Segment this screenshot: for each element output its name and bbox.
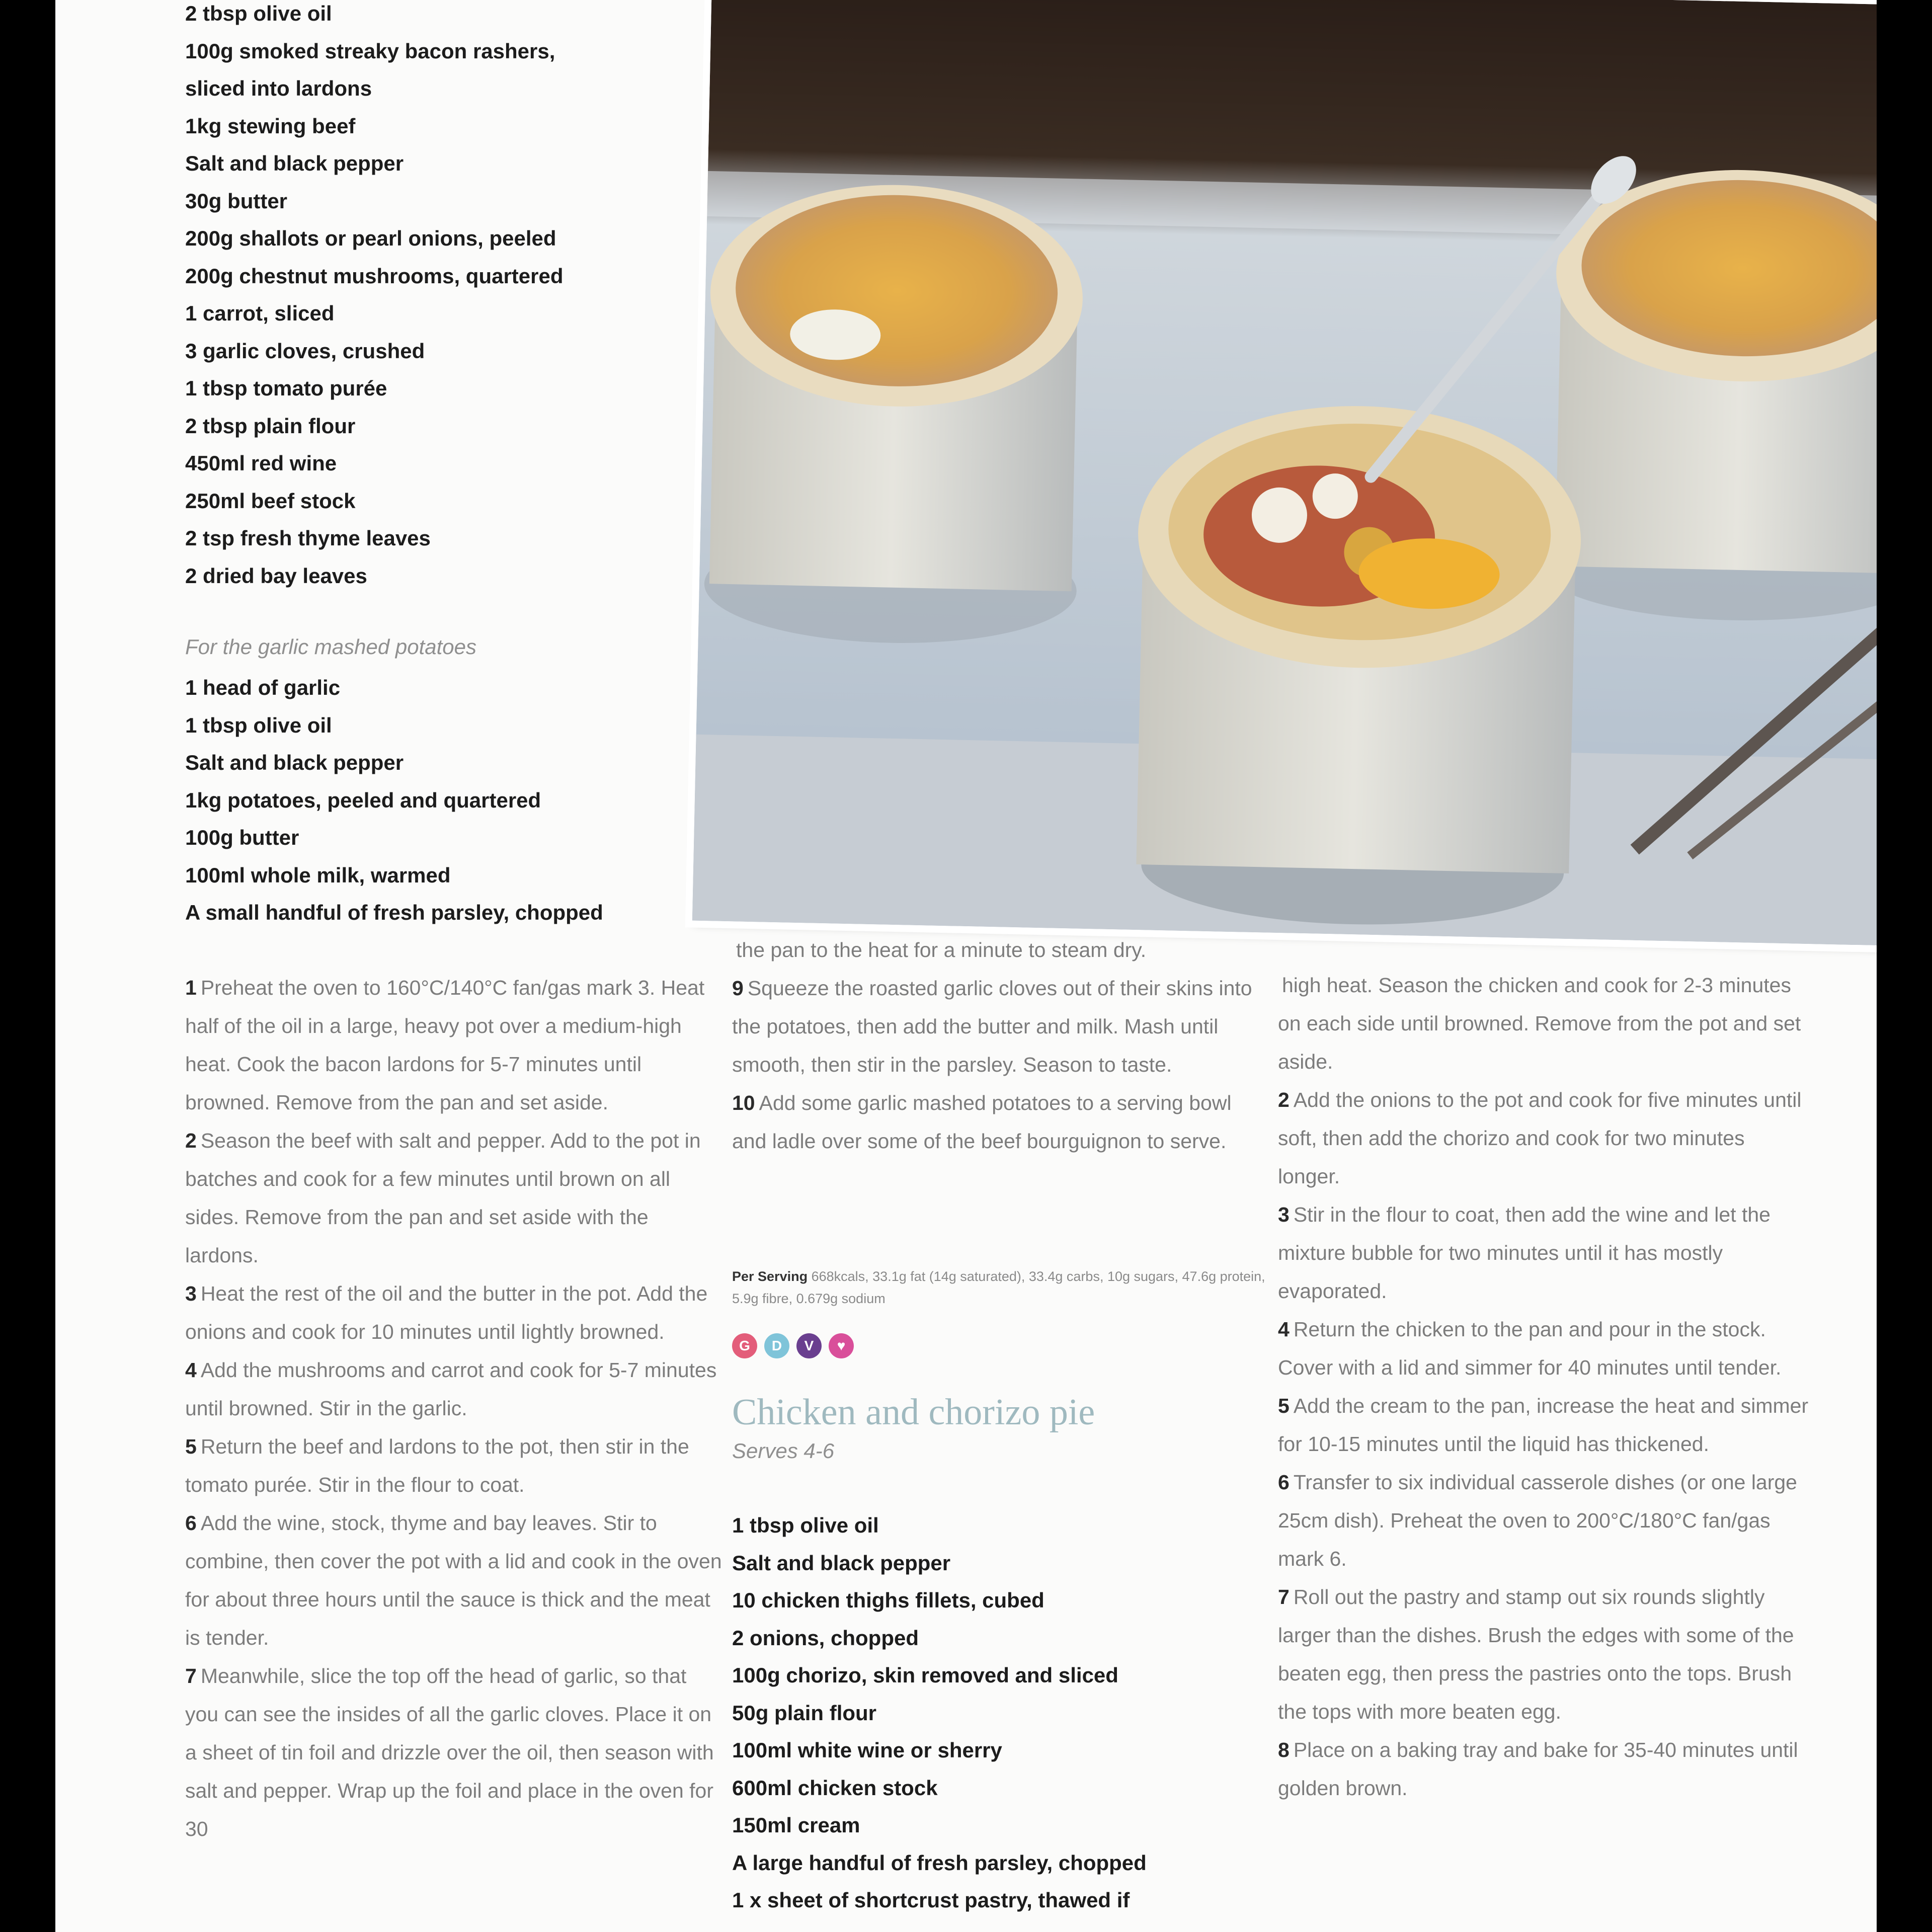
ingredient-item: 450ml red wine	[185, 451, 337, 475]
ingredient-item: 100ml whole milk, warmed	[185, 863, 451, 887]
ingredient-item: 30g butter	[185, 189, 288, 213]
method-step	[1278, 1463, 1811, 1578]
step-number: 2	[1278, 1088, 1290, 1111]
nutrition-info	[732, 1265, 1285, 1310]
step-number: 7	[185, 1664, 197, 1687]
nutrition-label: Per Serving	[732, 1269, 808, 1284]
step-text: Add the onions to the pot and cook for five minutes until soft, then add the chorizo and cook for two minutes longer.	[1278, 1088, 1802, 1188]
step-text: Heat the rest of the oil and the butter in the pot. Add the onions and cook for 10 minutes until lightly browned.	[185, 1282, 708, 1343]
ingredient-item: 50g plain flour	[732, 1701, 877, 1725]
ingredient-item: 1 tbsp olive oil	[185, 713, 332, 737]
beef-ingredients-list	[185, 0, 564, 595]
chicken-pie-ingredients-list	[732, 1507, 1147, 1919]
step-number: 4	[1278, 1318, 1290, 1341]
step-text: Add the mushrooms and carrot and cook for 5-7 minutes until browned. Stir in the garlic.	[185, 1358, 717, 1420]
step-text: Add the wine, stock, thyme and bay leaves. Stir to combine, then cover the pot with a lid and cook in the oven for about three hours until the sauce is thick and the meat is tender.	[185, 1511, 722, 1649]
method-step	[1278, 1081, 1811, 1195]
method-step	[185, 1351, 723, 1427]
ingredient-item: 3 garlic cloves, crushed	[185, 339, 425, 363]
ingredient-item: 2 onions, chopped	[732, 1626, 919, 1650]
ingredient-item: 200g shallots or pearl onions, peeled	[185, 226, 556, 250]
gluten-free-icon: G	[732, 1333, 757, 1358]
step-text: high heat. Season the chicken and cook for 2-3 minutes on each side until browned. Remove from the pot and set aside.	[1278, 974, 1801, 1073]
method-step	[1278, 1387, 1811, 1463]
method-step	[1278, 1731, 1811, 1807]
step-text: Return the beef and lardons to the pot, then stir in the tomato purée. Stir in the flour to coat.	[185, 1435, 689, 1496]
step-number: 3	[1278, 1203, 1290, 1226]
method-step	[185, 969, 723, 1121]
step-text: Add some garlic mashed potatoes to a serving bowl and ladle over some of the beef bourguignon to serve.	[732, 1091, 1232, 1153]
step-number: 1	[185, 976, 197, 999]
step-number: 4	[185, 1358, 197, 1382]
step-text: Stir in the flour to coat, then add the wine and let the mixture bubble for two minutes until it has mostly evaporated.	[1278, 1203, 1770, 1303]
ingredient-item: 150ml cream	[732, 1813, 860, 1837]
step-number: 5	[185, 1435, 197, 1458]
step-number: 7	[1278, 1585, 1290, 1608]
method-step	[185, 1427, 723, 1504]
magazine-page	[55, 0, 1877, 1932]
ingredient-item: 2 tsp fresh thyme leaves	[185, 526, 431, 550]
ingredient-item: 1kg potatoes, peeled and quartered	[185, 788, 541, 812]
step-text: Squeeze the roasted garlic cloves out of their skins into the potatoes, then add the butter and milk. Mash until smooth, then stir in the parsley. Season to taste.	[732, 977, 1252, 1076]
step-number: 9	[732, 977, 744, 1000]
step-number: 6	[1278, 1471, 1290, 1494]
method-step	[1278, 966, 1811, 1081]
step-number: 8	[1278, 1738, 1290, 1761]
ingredient-item: 100ml white wine or sherry	[732, 1738, 1002, 1762]
step-text: Place on a baking tray and bake for 35-40 minutes until golden brown.	[1278, 1738, 1798, 1800]
ingredient-item: Salt and black pepper	[185, 751, 404, 774]
ingredient-item: sliced into lardons	[185, 76, 372, 100]
vegetarian-icon: V	[796, 1333, 822, 1358]
method-step	[1278, 1195, 1811, 1310]
ingredient-item: Salt and black pepper	[732, 1551, 951, 1575]
ingredient-item: 200g chestnut mushrooms, quartered	[185, 264, 564, 288]
healthy-icon: ♥	[829, 1333, 854, 1358]
ingredient-item: 1 carrot, sliced	[185, 301, 335, 325]
ingredient-item: 600ml chicken stock	[732, 1776, 938, 1800]
ingredient-item: 100g smoked streaky bacon rashers,	[185, 39, 555, 63]
step-text: Add the cream to the pan, increase the heat and simmer for 10-15 minutes until the liquid has thickened.	[1278, 1394, 1809, 1456]
method-step	[732, 1084, 1260, 1160]
ingredient-item: 10 chicken thighs fillets, cubed	[732, 1588, 1044, 1612]
method-step	[1278, 1578, 1811, 1731]
ingredient-item: 2 dried bay leaves	[185, 564, 367, 588]
ingredient-item: 1 tbsp tomato purée	[185, 376, 387, 400]
method-step	[1278, 1310, 1811, 1387]
beef-method-column-continued	[732, 931, 1260, 1160]
ingredient-item: 1 x sheet of shortcrust pastry, thawed if	[732, 1888, 1130, 1912]
method-step	[185, 1657, 723, 1848]
ingredient-item: 100g butter	[185, 826, 299, 849]
method-step	[732, 931, 1260, 969]
step-number: 2	[185, 1129, 197, 1152]
ingredient-item: A large handful of fresh parsley, chopped	[732, 1850, 1147, 1875]
method-step	[185, 1504, 723, 1657]
step-text: the pan to the heat for a minute to steam dry.	[736, 938, 1147, 961]
chicken-pie-serves: Serves 4-6	[732, 1439, 835, 1463]
step-text: Preheat the oven to 160°C/140°C fan/gas mark 3. Heat half of the oil in a large, heavy pot over a medium-high heat. Cook the bacon lardons for 5-7 minutes until browned. Remove from the pan and set aside.	[185, 976, 705, 1114]
chicken-pie-title: Chicken and chorizo pie	[732, 1392, 1095, 1433]
chicken-pie-method-column	[1278, 966, 1811, 1807]
step-text: Season the beef with salt and pepper. Add to the pot in batches and cook for a few minutes until brown on all sides. Remove from the pan and set aside with the lardons.	[185, 1129, 701, 1267]
beef-method-column	[185, 969, 723, 1848]
method-step	[185, 1274, 723, 1351]
ingredient-item: 100g chorizo, skin removed and sliced	[732, 1663, 1118, 1687]
step-text: Return the chicken to the pan and pour in the stock. Cover with a lid and simmer for 40 minutes until tender.	[1278, 1318, 1782, 1379]
ingredient-item: 1 tbsp olive oil	[732, 1513, 879, 1537]
ingredient-item: 2 tbsp olive oil	[185, 2, 332, 25]
ingredient-item: A small handful of fresh parsley, chopped	[185, 901, 603, 924]
pie-photo	[692, 0, 1877, 946]
method-step	[185, 1121, 723, 1274]
ingredient-item: Salt and black pepper	[185, 151, 404, 175]
ingredient-item: 1kg stewing beef	[185, 114, 356, 138]
step-text: Roll out the pastry and stamp out six rounds slightly larger than the dishes. Brush the edges with some of the beaten egg, then press the pastries onto the tops. Brush the tops with more beaten egg.	[1278, 1585, 1794, 1723]
step-number: 3	[185, 1282, 197, 1305]
nutrition-values: 668kcals, 33.1g fat (14g saturated), 33.4g carbs, 10g sugars, 47.6g protein, 5.9g fibre, 0.679g sodium	[732, 1269, 1265, 1306]
step-number: 5	[1278, 1394, 1290, 1417]
mash-subheading: For the garlic mashed potatoes	[185, 635, 476, 659]
dairy-free-icon: D	[764, 1333, 789, 1358]
dietary-icons	[732, 1333, 854, 1358]
step-text: Transfer to six individual casserole dishes (or one large 25cm dish). Preheat the oven to 200°C/180°C fan/gas mark 6.	[1278, 1471, 1797, 1570]
step-number: 6	[185, 1511, 197, 1535]
step-text: Meanwhile, slice the top off the head of garlic, so that you can see the insides of all the garlic cloves. Place it on a sheet of tin foil and drizzle over the oil, then season with salt and pepper. Wrap up the foil and place in the oven for 30	[185, 1664, 714, 1840]
ingredient-item: 2 tbsp plain flour	[185, 414, 356, 438]
step-number: 10	[732, 1091, 755, 1114]
pot-pies-illustration	[692, 0, 1877, 946]
mash-ingredients-list	[185, 669, 603, 932]
method-step	[732, 969, 1260, 1084]
ingredient-item: 1 head of garlic	[185, 676, 341, 699]
ingredient-item: 250ml beef stock	[185, 489, 356, 513]
